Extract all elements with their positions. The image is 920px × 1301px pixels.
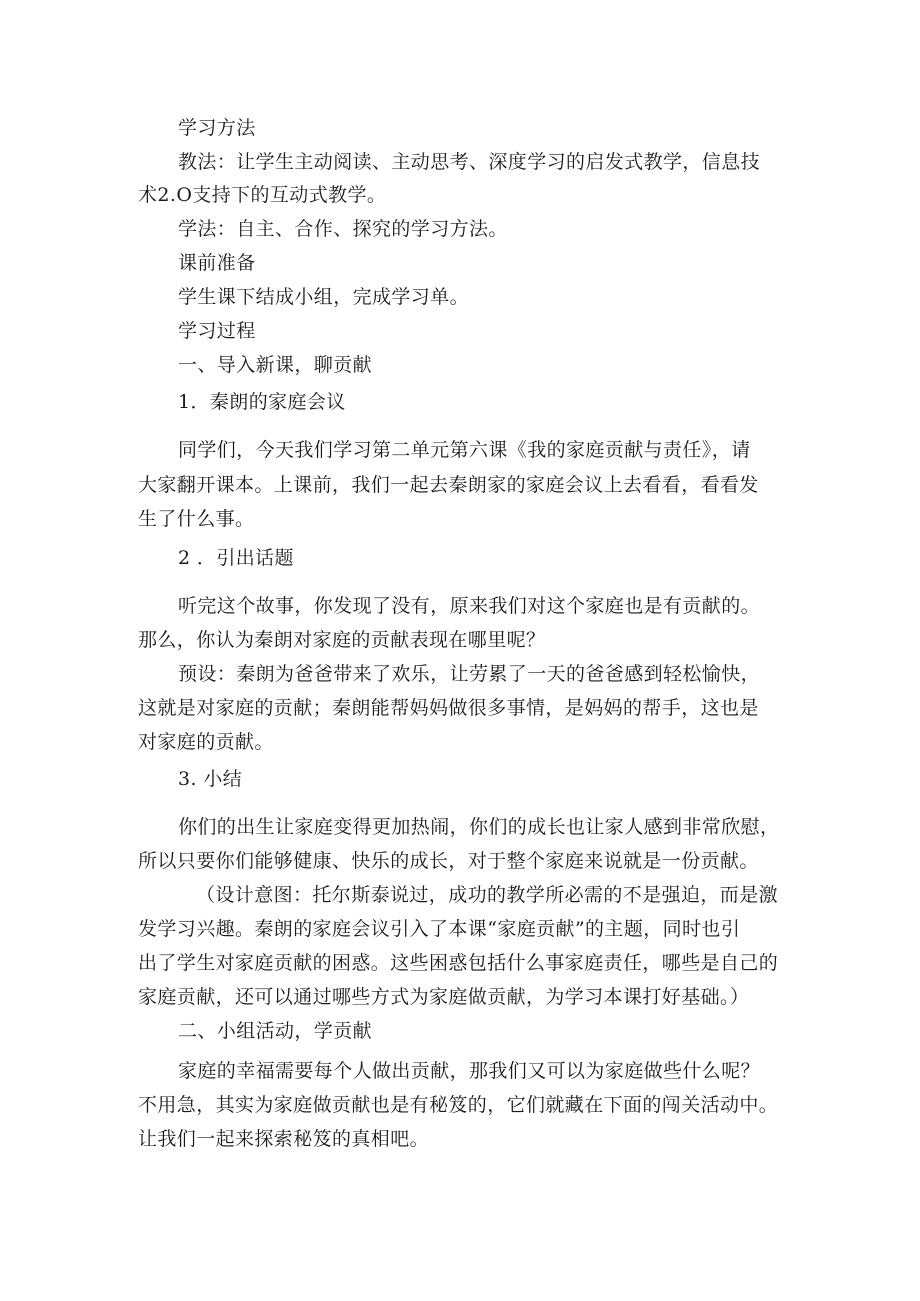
- paragraph-2-line-1: 听完这个故事，你发现了没有，原来我们对这个家庭也是有贡献的。: [178, 595, 761, 617]
- paragraph-4-line-1: 你们的出生让家庭变得更加热闹，你们的成长也让家人感到非常欣慰，: [178, 816, 780, 838]
- paragraph-1-line-3: 生了什么事。: [138, 508, 255, 530]
- design-intent-line-4: 家庭贡献，还可以通过哪些方式为家庭做贡献，为学习本课打好基础。）: [138, 986, 750, 1008]
- heading-learning-method: 学习方法: [178, 117, 256, 139]
- teaching-method-line-2: 术2.O支持下的互动式教学。: [138, 184, 387, 206]
- heading-learning-process: 学习过程: [178, 320, 256, 342]
- item-2-title: 2 ．引出话题: [178, 547, 294, 569]
- paragraph-1-line-2: 大家翻开课本。上课前，我们一起去秦朗家的家庭会议上去看看，看看发: [138, 474, 759, 496]
- design-intent-line-1: （设计意图：托尔斯泰说过，成功的教学所必需的不是强迫，而是激: [196, 884, 779, 906]
- paragraph-3-line-1: 预设：秦朗为爸爸带来了欢乐，让劳累了一天的爸爸感到轻松愉快，: [178, 663, 761, 685]
- heading-preparation: 课前准备: [178, 252, 256, 274]
- paragraph-6-line-3: 让我们一起来探索秘笈的真相吧。: [138, 1128, 430, 1150]
- paragraph-6-line-1: 家庭的幸福需要每个人做出贡献，那我们又可以为家庭做些什么呢？: [178, 1060, 761, 1082]
- item-3-title: 3. 小结: [178, 768, 243, 790]
- paragraph-3-line-2: 这就是对家庭的贡献；秦朗能帮妈妈做很多事情，是妈妈的帮手，这也是: [138, 697, 759, 719]
- item-1-title: 1．秦朗的家庭会议: [178, 391, 346, 413]
- paragraph-1-line-1: 同学们，今天我们学习第二单元第六课《我的家庭贡献与责任》，请: [178, 439, 751, 461]
- paragraph-4-line-2: 所以只要你们能够健康、快乐的成长，对于整个家庭来说就是一份贡献。: [138, 850, 759, 872]
- paragraph-2-line-2: 那么，你认为秦朗对家庭的贡献表现在哪里呢？: [138, 629, 546, 651]
- design-intent-line-2: 发学习兴趣。秦朗的家庭会议引入了本课“家庭贡献”的主题，同时也引: [138, 918, 741, 940]
- learning-method-text: 学法：自主、合作、探究的学习方法。: [178, 218, 508, 240]
- section-2-title: 二、小组活动，学贡献: [178, 1020, 373, 1042]
- paragraph-6-line-2: 不用急，其实为家庭做贡献也是有秘笈的，它们就藏在下面的闯关活动中。: [138, 1094, 779, 1116]
- teaching-method-line-1: 教法：让学生主动阅读、主动思考、深度学习的启发式教学，信息技: [178, 151, 761, 173]
- preparation-text: 学生课下结成小组，完成学习单。: [178, 286, 470, 308]
- design-intent-line-3: 出了学生对家庭贡献的困惑。这些困惑包括什么事家庭责任，哪些是自己的: [138, 952, 779, 974]
- paragraph-3-line-3: 对家庭的贡献。: [138, 731, 274, 753]
- section-1-title: 一、导入新课，聊贡献: [178, 354, 373, 376]
